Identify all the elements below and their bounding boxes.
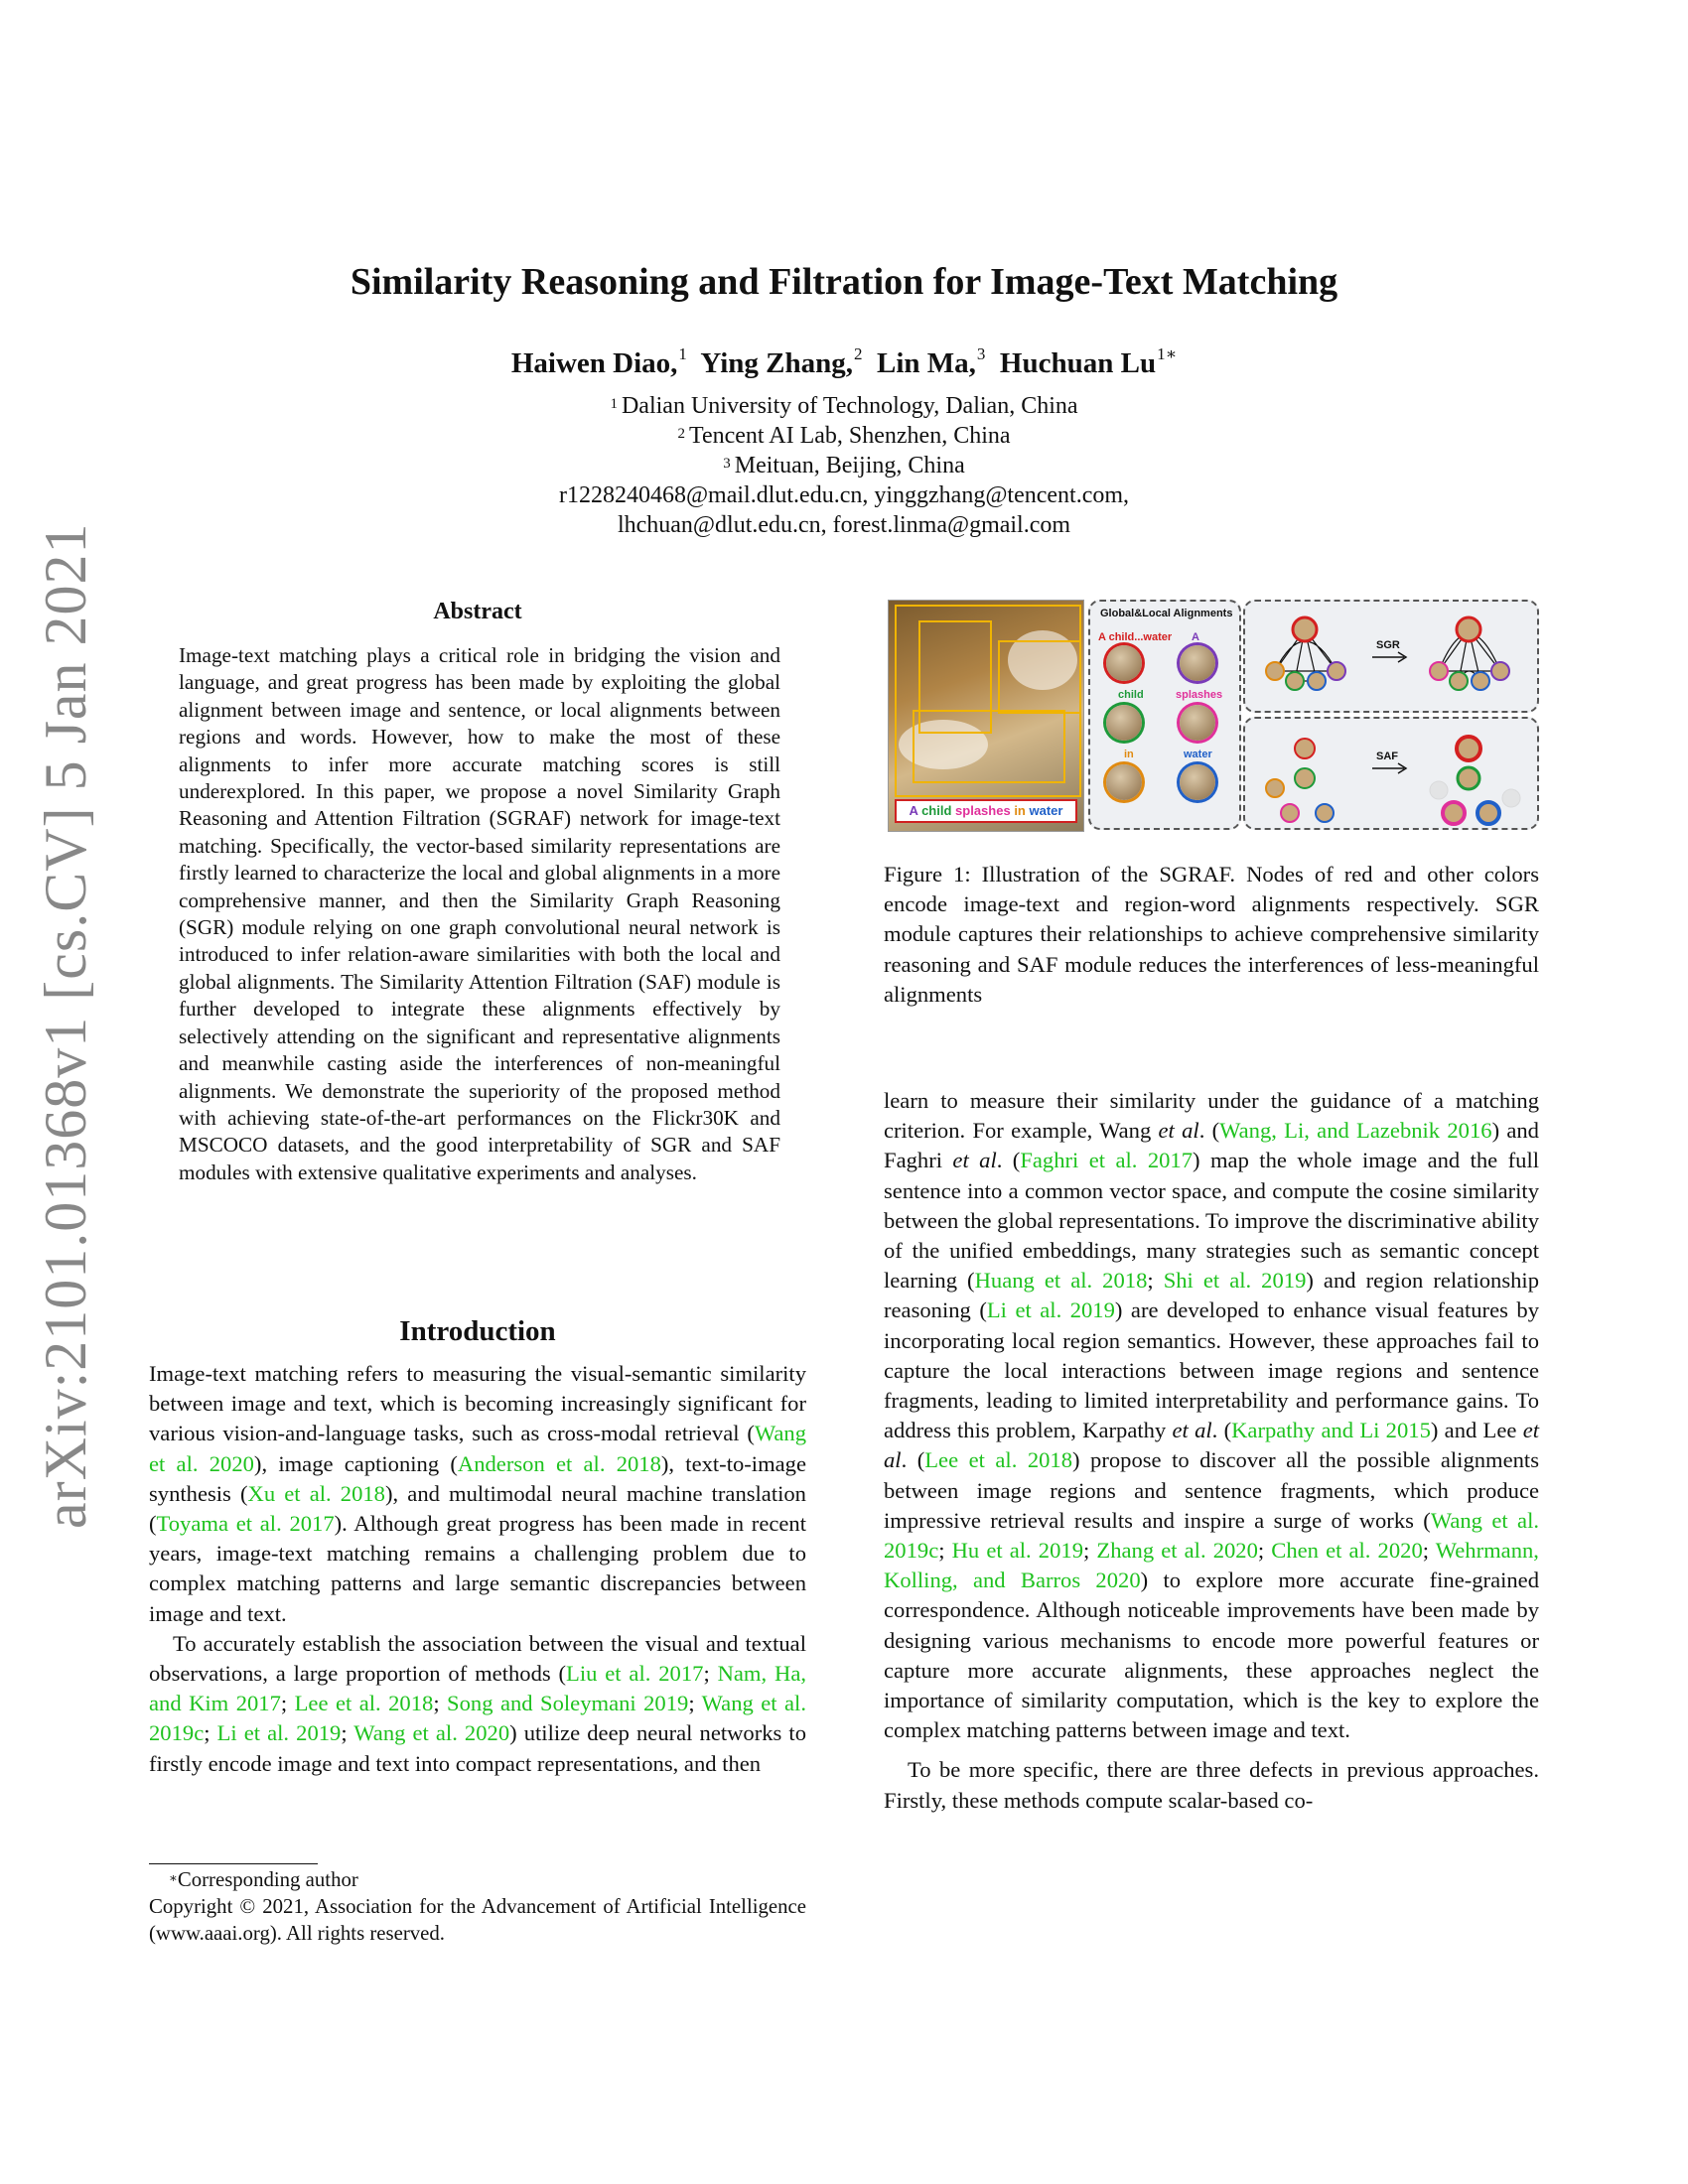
corresponding-note <box>149 1866 806 1893</box>
arxiv-identifier: arXiv:2101.01368v1 [cs.CV] 5 Jan 2021 <box>33 522 98 1529</box>
citation-link[interactable]: Toyama et al. 2017 <box>156 1511 335 1537</box>
author-affil-mark: 2 <box>854 344 863 363</box>
saf-graph <box>1245 719 1537 828</box>
alignment-node <box>1106 705 1142 741</box>
alignment-node <box>1106 645 1142 681</box>
citation-link[interactable]: Hu et al. 2019 <box>951 1538 1083 1564</box>
author: Lin Ma, <box>877 347 976 379</box>
affiliation <box>0 421 1688 451</box>
citation-link[interactable]: Wang et al. 2019c <box>149 1691 806 1746</box>
alignment-node <box>1180 764 1215 800</box>
citation-link[interactable]: Wang et al. 2020 <box>353 1720 510 1746</box>
citation-link[interactable]: Xu et al. 2018 <box>247 1480 385 1506</box>
citation-link[interactable]: Shi et al. 2019 <box>1163 1268 1307 1294</box>
author-affil-mark: 1∗ <box>1157 344 1178 363</box>
caption-word: splashes <box>955 803 1011 818</box>
citation-link[interactable]: Li et al. 2019 <box>986 1297 1115 1323</box>
abstract-heading: Abstract <box>433 599 522 624</box>
citation-link[interactable]: Faghri et al. 2017 <box>1020 1148 1194 1173</box>
author-affil-mark: 3 <box>976 344 986 363</box>
saf-panel <box>1243 717 1539 830</box>
figure-1 <box>888 600 1537 830</box>
citation-link[interactable]: Lee et al. 2018 <box>294 1691 434 1716</box>
intro-paragraph-1: Image-text matching refers to measuring the visual-semantic similarity between image and text, which is becoming increasingly significant for various vision-and-language tasks, such as cross-modal retrieval (Wang et al. 2020), image captioning (Anderson et al. 2018), text-to-image synthesis (Xu et al. 2018), and multimodal neural machine translation (Toyama et al. 2017). Although great progress has been made in recent years, image-text matching remains a challenging problem due to complex matching patterns and large semantic discrepancies between image and text. <box>149 1361 807 1626</box>
sgr-panel <box>1243 600 1539 713</box>
copyright-text: Copyright © 2021, Association for the Advancement of Artificial Intelligence (www.aaai.org). All rights reserved. <box>149 1895 806 1945</box>
citation-link[interactable]: Karpathy and Li 2015 <box>1231 1418 1431 1443</box>
citation-link[interactable]: Nam, Ha, and Kim 2017 <box>149 1661 806 1716</box>
alignment-node <box>1180 705 1215 741</box>
introduction-heading: Introduction <box>399 1315 556 1347</box>
corresponding-author-text: Corresponding author <box>177 1868 358 1891</box>
node-label: child <box>1118 689 1144 701</box>
right-paragraph-1: learn to measure their similarity under the guidance of a matching criterion. For example, Wang et al. (Wang, Li, and Lazebnik 2016) and Faghri et al. (Faghri et al. 2017) map the whole image and the full sentence into a common vector space, and compute the cosine similarity between the global representations. To improve the discriminative ability of the unified embeddings, many strategies such as semantic concept learning (Huang et al. 2018; Shi et al. 2019) and region relationship reasoning (Li et al. 2019) are developed to enhance visual features by incorporating local region semantics. However, these approaches fail to capture the local interactions between image regions and sentence fragments, leading to limited interpretability and performance gains. To address this problem, Karpathy et al. (Karpathy and Li 2015) and Lee et al. (Lee et al. 2018) propose to discover all the possible alignments between image regions and sentence fragments, which produce impressive retrieval results and inspire a surge of works (Wang et al. 2019c; Hu et al. 2019; Zhang et al. 2020; Chen et al. 2020; Wehrmann, Kolling, and Barros 2020) to explore more accurate fine-grained correspondence. Although noticeable improvements have been made by designing various mechanisms to encode more powerful features or capture more accurate alignments, these approaches neglect the importance of similarity computation, which is the key to explore the complex matching patterns between image and text. <box>884 1088 1540 1743</box>
paper-title: Similarity Reasoning and Filtration for Image-Text Matching <box>350 261 1338 303</box>
saf-label: SAF <box>1376 751 1398 762</box>
region-box <box>913 710 1065 783</box>
left-column-body <box>149 1359 806 1779</box>
citation-link[interactable]: Song and Soleymani 2019 <box>447 1691 689 1716</box>
right-paragraph-2: To be more specific, there are three defects in previous approaches. Firstly, these methods compute scalar-based co- <box>884 1757 1539 1813</box>
intro-paragraph-2: To accurately establish the association between the visual and textual observations, a large proportion of methods (Liu et al. 2017; Nam, Ha, and Kim 2017; Lee et al. 2018; Song and Soleymani 2019; Wang et al. 2019c; Li et al. 2019; Wang et al. 2020) utilize deep neural networks to firstly encode image and text into compact representations, and then <box>149 1630 806 1776</box>
citation-link[interactable]: Huang et al. 2018 <box>974 1268 1148 1294</box>
alignment-node <box>1106 764 1142 800</box>
citation-link[interactable]: Wang et al. 2020 <box>149 1421 806 1476</box>
alignment-node <box>1180 645 1215 681</box>
figure-1-caption: Figure 1: Illustration of the SGRAF. Nodes of red and other colors encode image-text and region-word alignments respectively. SGR module captures their relationships to achieve comprehensive similarity reasoning and SAF module reduces the interferences of less-meaningful alignments <box>884 862 1539 1007</box>
affiliations <box>0 391 1688 540</box>
caption-word: water <box>1029 803 1063 818</box>
abstract-text: Image-text matching plays a critical role in bridging the vision and language, and great progress has been made by exploiting the global alignment between image and sentence, or local alignments between regions and words. However, how to make the most of these alignments to infer more accurate matching scores is still underexplored. In this paper, we propose a novel Similarity Graph Reasoning and Attention Filtration (SGRAF) network for image-text matching. Specifically, the vector-based similarity representations are firstly learned to characterize the local and global alignments in a more comprehensive manner, and then the Similarity Graph Reasoning (SGR) module relying on one graph convolutional neural network is introduced to infer relation-aware similarities with both the local and global alignments. The Similarity Attention Filtration (SAF) module is further developed to integrate these alignments effectively by selectively attending on the significant and representative alignments and meanwhile casting aside the interferences of non-meaningful alignments. We demonstrate the superiority of the proposed method with achieving state-of-the-art performances on the Flickr30K and MSCOCO datasets, and the good interpretability of SGR and SAF modules with extensive qualitative experiments and analyses. <box>179 643 780 1184</box>
figure-photo <box>888 600 1084 832</box>
sgr-graph <box>1245 602 1537 711</box>
email-line: r1228240468@mail.dlut.edu.cn, yinggzhang@tencent.com, <box>558 482 1130 508</box>
node-label: A <box>1192 631 1199 643</box>
right-column-body <box>884 1086 1539 1816</box>
sgr-label: SGR <box>1376 639 1400 651</box>
affiliation-text: Meituan, Beijing, China <box>734 453 965 478</box>
node-label: A child...water <box>1098 631 1173 643</box>
author-list <box>0 344 1688 380</box>
caption-word: A <box>909 803 918 818</box>
affiliation <box>0 391 1688 421</box>
citation-link[interactable]: Liu et al. 2017 <box>566 1661 704 1687</box>
author: Haiwen Diao, <box>510 347 678 379</box>
caption-word: child <box>921 803 952 818</box>
node-label: splashes <box>1176 689 1223 701</box>
citation-link[interactable]: Wang et al. 2019c <box>884 1507 1539 1564</box>
email-line: lhchuan@dlut.edu.cn, forest.linma@gmail.com <box>617 512 1071 538</box>
region-box <box>998 640 1081 714</box>
author-affil-mark: 1 <box>678 344 687 363</box>
affiliation-mark: 3 <box>723 456 731 472</box>
footnote-mark: ∗ <box>169 1870 178 1885</box>
image-caption-bar <box>895 799 1077 823</box>
italic-text: et al <box>884 1418 1539 1473</box>
node-label: water <box>1184 749 1212 760</box>
affiliation-mark: 1 <box>610 396 618 412</box>
author: Ying Zhang, <box>700 347 853 379</box>
citation-link[interactable]: Wehrmann, Kolling, and Barros 2020 <box>884 1538 1539 1593</box>
author: Huchuan Lu <box>999 347 1157 379</box>
affiliation <box>0 451 1688 480</box>
citation-link[interactable]: Wang, Li, and Lazebnik 2016 <box>1219 1118 1492 1144</box>
citation-link[interactable]: Li et al. 2019 <box>216 1720 342 1746</box>
italic-text: et al <box>952 1148 997 1173</box>
node-label: in <box>1124 749 1134 760</box>
citation-link[interactable]: Lee et al. 2018 <box>924 1447 1073 1473</box>
citation-link[interactable]: Chen et al. 2020 <box>1271 1538 1423 1564</box>
caption-word: in <box>1014 803 1026 818</box>
alignments-panel <box>1088 600 1241 830</box>
italic-text: et al <box>1172 1418 1212 1443</box>
citation-link[interactable]: Zhang et al. 2020 <box>1096 1538 1258 1564</box>
italic-text: et al <box>1158 1118 1199 1144</box>
affiliation-mark: 2 <box>677 426 685 442</box>
affiliation-text: Tencent AI Lab, Shenzhen, China <box>688 423 1011 449</box>
panel-title: Global&Local Alignments <box>1100 608 1233 619</box>
footnote-rule <box>149 1863 318 1864</box>
citation-link[interactable]: Anderson et al. 2018 <box>457 1450 661 1476</box>
affiliation-text: Dalian University of Technology, Dalian, China <box>621 393 1078 419</box>
footnote <box>149 1866 806 1947</box>
